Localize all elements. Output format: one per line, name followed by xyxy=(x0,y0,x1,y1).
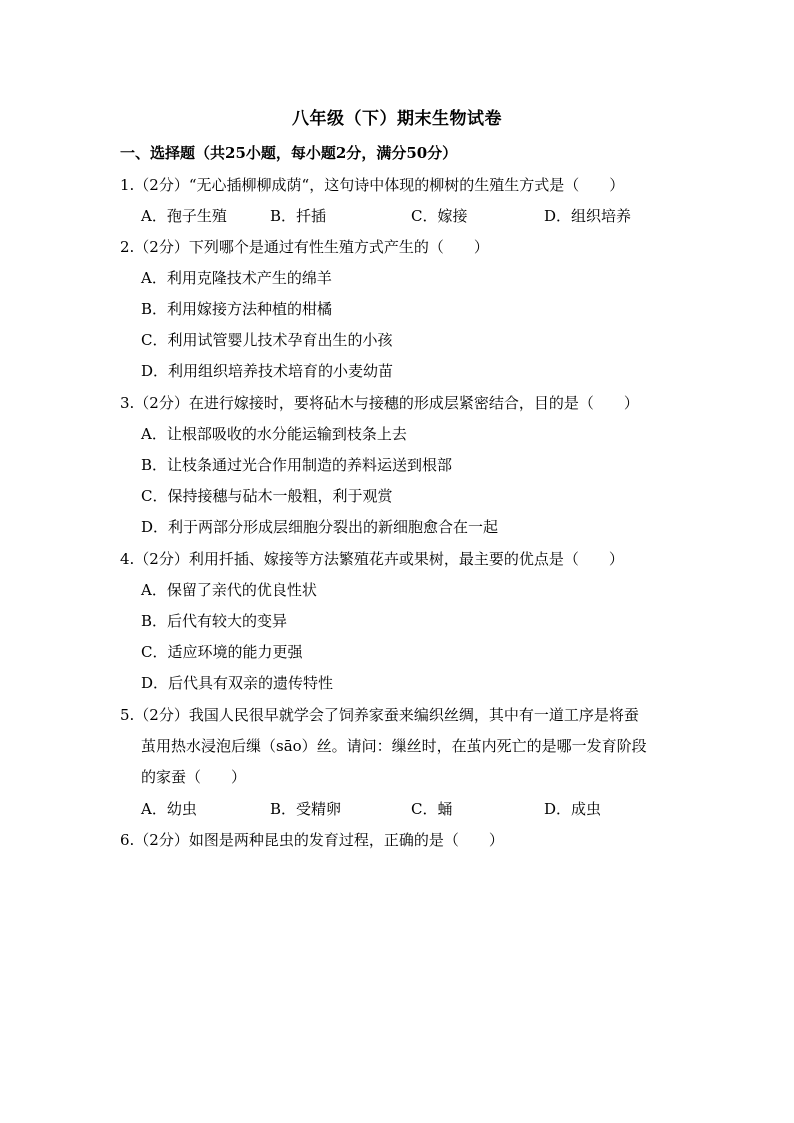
question-5-stem-line-1: 5.（2分）我国人民很早就学会了饲养家蚕来编织丝绸，其中有一道工序是将蚕 xyxy=(120,706,639,724)
question-5-option-c: C．蛹 xyxy=(411,800,453,818)
question-2-option-d: D．利用组织培养技术培育的小麦幼苗 xyxy=(141,362,394,380)
question-5-options xyxy=(141,799,701,819)
question-1-option-b: B．扦插 xyxy=(270,207,327,225)
question-4-stem: 4.（2分）利用扦插、嫁接等方法繁殖花卉或果树，最主要的优点是（ ） xyxy=(120,550,624,568)
question-2-option-c: C．利用试管婴儿技术孕育出生的小孩 xyxy=(141,331,393,349)
question-5-stem-line-2: 茧用热水浸泡后缫（sāo）丝。请问：缫丝时，在茧内死亡的是哪一发育阶段 xyxy=(141,737,647,755)
question-1-option-c: C．嫁接 xyxy=(411,207,468,225)
question-3-option-d: D．利于两部分形成层细胞分裂出的新细胞愈合在一起 xyxy=(141,518,499,536)
question-2-stem: 2.（2分）下列哪个是通过有性生殖方式产生的（ ） xyxy=(120,238,489,256)
question-4-option-c: C．适应环境的能力更强 xyxy=(141,643,303,661)
question-3-option-a: A．让根部吸收的水分能运输到枝条上去 xyxy=(141,425,407,443)
question-6-stem: 6.（2分）如图是两种昆虫的发育过程，正确的是（ ） xyxy=(120,831,504,849)
question-4-option-a: A．保留了亲代的优良性状 xyxy=(141,581,317,599)
exam-title: 八年级（下）期末生物试卷 xyxy=(292,109,502,129)
question-1-option-d: D．组织培养 xyxy=(544,207,632,225)
question-5-option-a: A．幼虫 xyxy=(141,800,197,818)
question-5-option-b: B．受精卵 xyxy=(270,800,342,818)
question-3-stem: 3.（2分）在进行嫁接时，要将砧木与接穗的形成层紧密结合，目的是（ ） xyxy=(120,394,639,412)
question-1-options xyxy=(141,206,701,226)
question-5-option-d: D．成虫 xyxy=(544,800,602,818)
question-1-stem: 1.（2分）“无心插柳柳成荫“，这句诗中体现的柳树的生殖生方式是（ ） xyxy=(120,176,625,194)
section-heading: 一、选择题（共25小题，每小题2分，满分50分） xyxy=(120,144,458,162)
question-3-option-b: B．让枝条通过光合作用制造的养料运送到根部 xyxy=(141,456,453,474)
question-1-option-a: A．孢子生殖 xyxy=(141,207,227,225)
question-2-option-b: B．利用嫁接方法种植的柑橘 xyxy=(141,300,333,318)
question-3-option-c: C．保持接穗与砧木一般粗，利于观赏 xyxy=(141,487,393,505)
question-5-stem-line-3: 的家蚕（ ） xyxy=(141,768,247,786)
question-4-option-d: D．后代具有双亲的遗传特性 xyxy=(141,674,334,692)
question-4-option-b: B．后代有较大的变异 xyxy=(141,612,288,630)
question-2-option-a: A．利用克隆技术产生的绵羊 xyxy=(141,269,332,287)
